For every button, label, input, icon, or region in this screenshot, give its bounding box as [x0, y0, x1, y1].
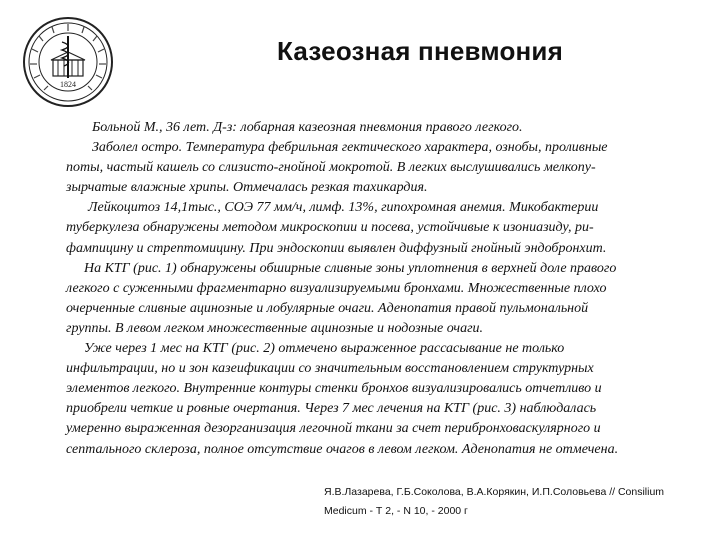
citation — [324, 483, 704, 521]
text-line: поты, частый кашель со слизисто-гнойной мокротой. В легких выслушивались мелкопу- — [66, 160, 596, 176]
text-line: инфильтрации, но и зон казеификации со значительным восстановлением структурных — [66, 361, 594, 377]
text-line: фампицину и стрептомицину. При эндоскопии выявлен диффузный гнойный эндобронхит. — [66, 240, 607, 256]
text-line: Лейкоцитоз 14,1тыс., СОЭ 77 мм/ч, лимф. 13%, гипохромная анемия. Микобактерии — [88, 200, 599, 216]
seal-year: 1824 — [60, 80, 76, 89]
text-line: группы. В левом легком множественные ацинозные и нодозные очаги. — [66, 320, 484, 336]
text-line: умеренно выраженная дезорганизация легочной ткани за счет перибронховаскулярного и — [66, 421, 601, 437]
text-line: элементов легкого. Внутренние контуры стенки бронхов визуализировались отчетливо и — [66, 381, 602, 397]
citation-authors: Я.В.Лазарева, Г.Б.Соколова, В.А.Корякин, И.П.Соловьева // Consilium — [324, 486, 665, 498]
text-line: зырчатые влажные хрипы. Отмечалась резкая тахикардия. — [66, 180, 428, 196]
citation-source: Medicum - Т 2, - N 10, - 2000 г — [324, 505, 468, 517]
text-line: Больной М., 36 лет. Д-з: лобарная казеозная пневмония правого легкого. — [92, 120, 523, 135]
case-description — [66, 118, 698, 460]
text-line: Уже через 1 мес на КТГ (рис. 2) отмечено выраженное рассасывание не только — [84, 341, 565, 357]
slide-title: Казеозная пневмония — [277, 36, 563, 66]
text-line: Заболел остро. Температура фебрильная гектического характера, ознобы, проливные — [92, 140, 608, 156]
text-line: туберкулеза обнаружены методом микроскопии и посева, устойчивые к изониазиду, ри- — [66, 220, 594, 236]
text-line: приобрели четкие и ровные очертания. Через 7 мес лечения на КТГ (рис. 3) наблюдалась — [66, 401, 597, 417]
text-line: очерченные сливные ацинозные и лобулярные очаги. Аденопатия правой пульмональной — [66, 300, 589, 316]
text-line: легкого с суженными фрагментарно визуализируемыми бронхами. Множественные плохо — [66, 280, 607, 296]
text-line: септального склероза, полное отсутствие очагов в левом легком. Аденопатия не отмечена. — [66, 441, 619, 457]
text-line: На КТГ (рис. 1) обнаружены обширные сливные зоны уплотнения в верхней доле правого — [84, 260, 617, 276]
university-seal-logo — [22, 16, 114, 108]
